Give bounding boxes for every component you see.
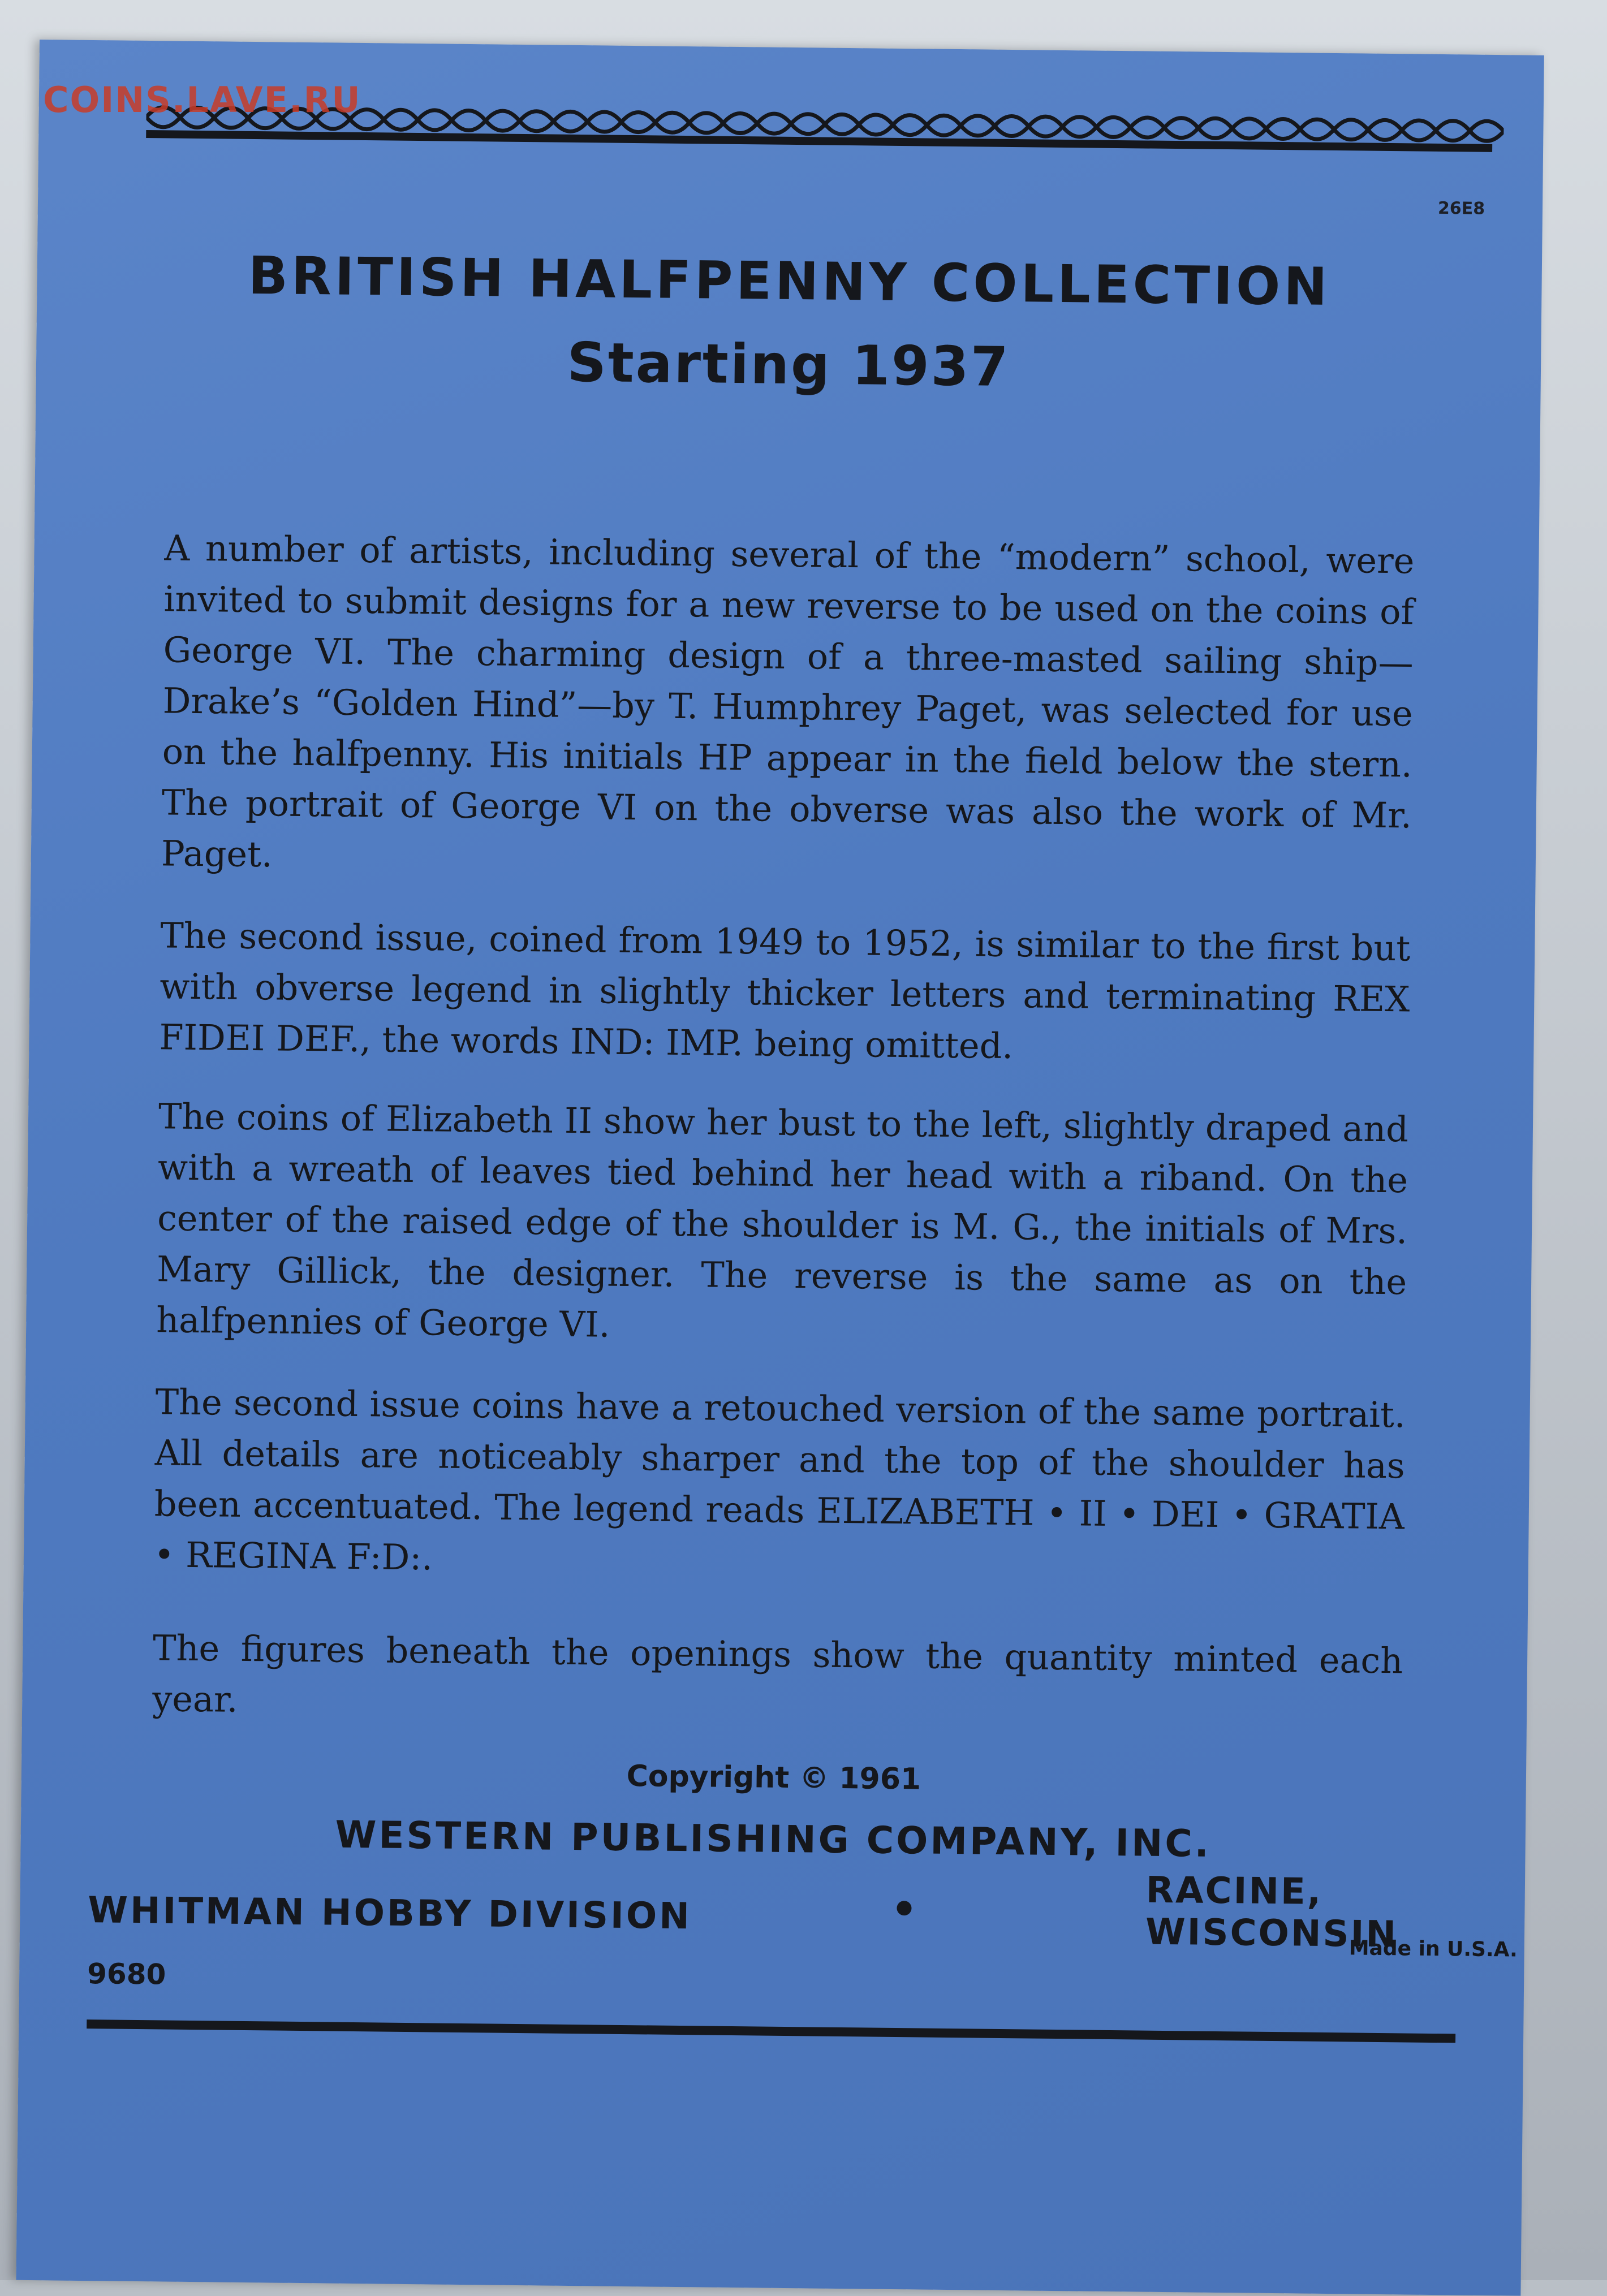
page-subtitle: Starting 1937 (567, 330, 1010, 399)
division-name: WHITMAN HOBBY DIVISION (87, 1889, 692, 1938)
booklet-page (16, 40, 1544, 2296)
watermark: COINS.LAVE.RU (43, 79, 361, 120)
bullet-separator (897, 1901, 911, 1915)
paragraph-5: The figures beneath the openings show the quantity minted each year. (152, 1627, 1403, 1720)
publisher-city: RACINE, WISCONSIN (1145, 1869, 1398, 1956)
copyright-line: Copyright © 1961 (626, 1759, 921, 1797)
paragraph-3: The coins of Elizabeth II show her bust to the left, slightly draped and with a wreath of leaves tied behind her head with a riband. On the center of the raised edge of the shoulder is M. G., the initials of Mrs. Mary Gillick, the designer. The reverse is the same as on the halfpennies of George VI. (156, 1095, 1409, 1345)
paragraph-4: The second issue coins have a retouched version of the same portrait. All details are noticeably sharper and the top of the shoulder has been accentuated. The legend reads ELIZABETH • II • DEI • GRATIA • REGINA F:D:. (153, 1381, 1406, 1578)
bottom-rule (87, 2019, 1455, 2043)
catalog-code: 26E8 (1437, 198, 1485, 219)
publisher-name: WESTERN PUBLISHING COMPANY, INC. (335, 1812, 1212, 1866)
made-in-label: Made in U.S.A. (1348, 1936, 1518, 1962)
paragraph-1: A number of artists, including several of the “modern” school, were invited to submit designs for a new reverse to be used on the coins of George VI. The charming design of a three-masted sailing ship—Drake’s “Golden Hind”—by T. Humphrey Paget, was selected for use on the halfpenny. His initials HP appear in the field below the stern. The portrait of George VI on the obverse was also the work of Mr. Paget. (161, 527, 1415, 875)
paragraph-2: The second issue, coined from 1949 to 1952, is similar to the first but with obverse legend in slightly thicker letters and terminating REX FIDEI DEF., the words IND: IMP. being omitted. (159, 914, 1411, 1067)
product-number: 9680 (87, 1957, 166, 1991)
page-title: BRITISH HALFPENNY COLLECTION (248, 245, 1331, 317)
